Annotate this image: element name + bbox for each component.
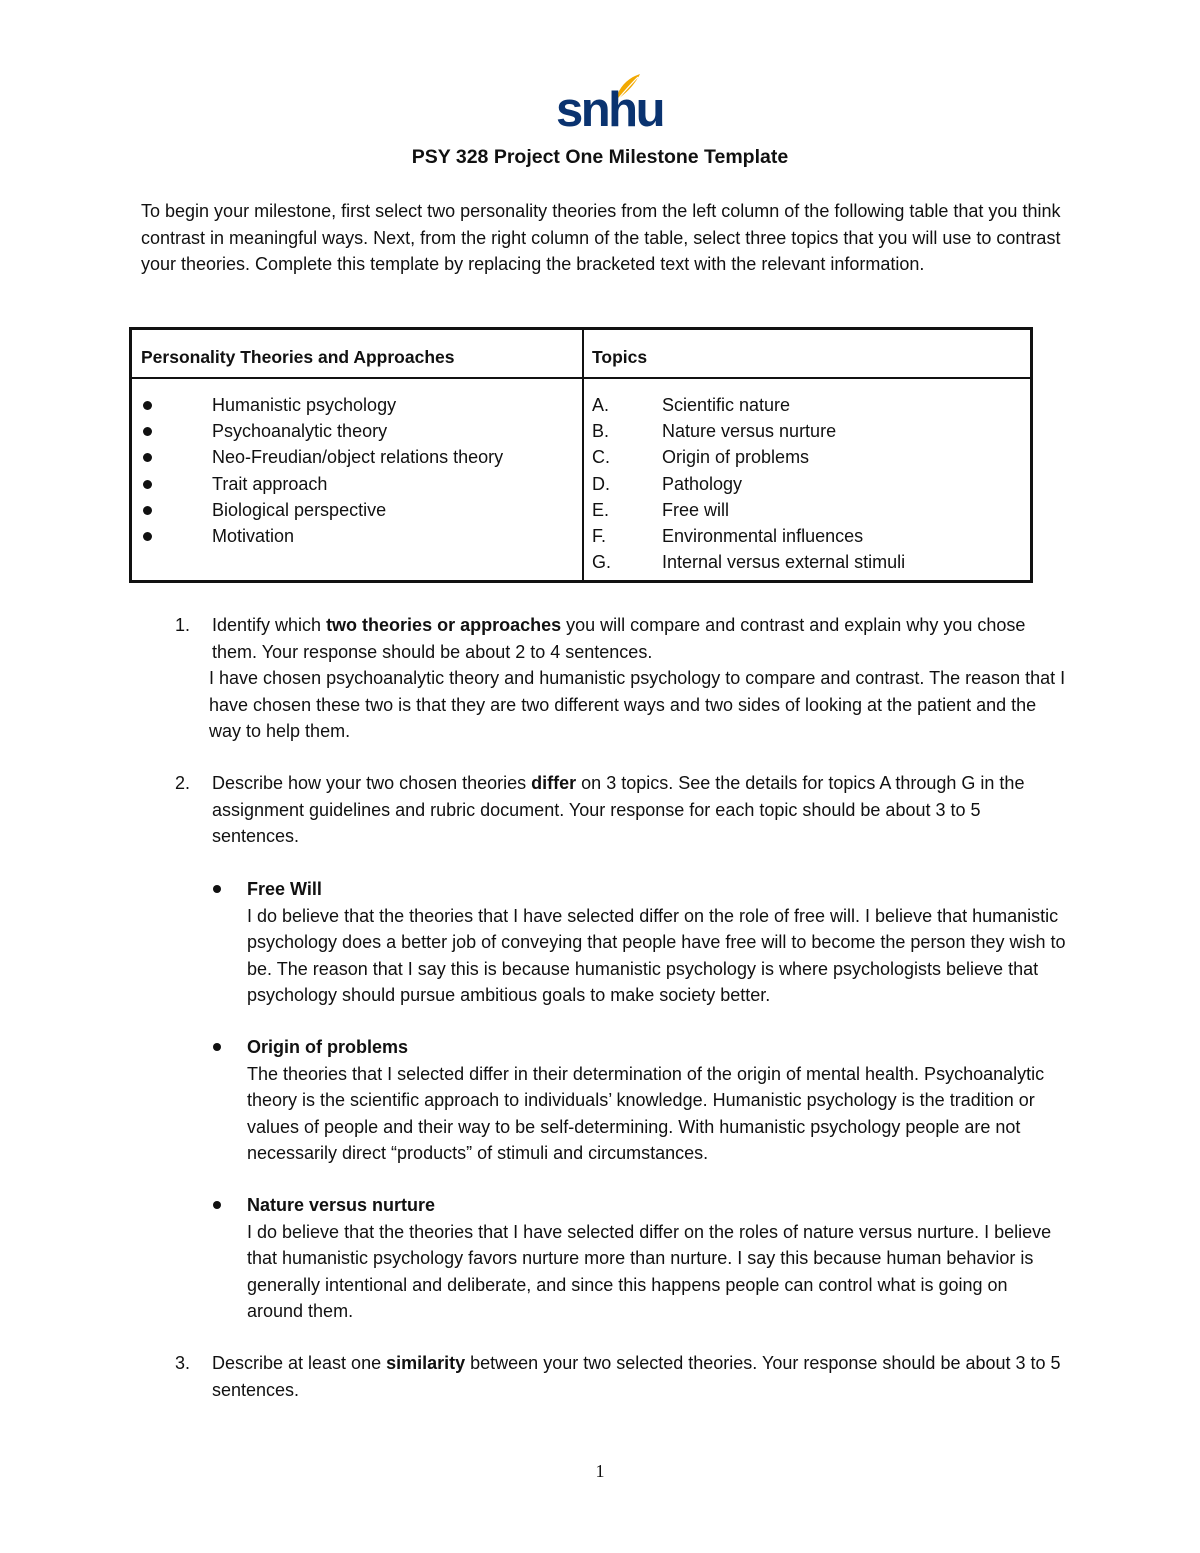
bullet-icon xyxy=(143,427,152,436)
question-text: Describe at least one similarity between your two selected theories. Your response should be about 3 to 5 sentences. xyxy=(212,1353,1061,1400)
bullet-icon xyxy=(213,885,221,893)
list-item: B. Nature versus nurture xyxy=(592,418,905,444)
theories-list xyxy=(141,392,503,549)
table-header-divider xyxy=(132,377,1030,379)
list-item: G. Internal versus external stimuli xyxy=(592,549,905,575)
list-item: C. Origin of problems xyxy=(592,444,905,470)
list-item: Psychoanalytic theory xyxy=(141,418,503,444)
topic-letter: E. xyxy=(592,499,610,520)
list-item: Humanistic psychology xyxy=(141,392,503,418)
list-item: A. Scientific nature xyxy=(592,392,905,418)
topics-list xyxy=(592,392,905,575)
topic-letter: F. xyxy=(592,525,607,546)
bullet-icon xyxy=(143,453,152,462)
topic-letter: A. xyxy=(592,395,610,415)
theories-topics-table xyxy=(129,327,1033,583)
bullet-icon xyxy=(143,480,152,489)
table-column-divider xyxy=(582,330,584,580)
question-number: 3. xyxy=(175,1353,191,1373)
question-text: Describe how your two chosen theories differ on 3 topics. See the details for topics A through G in the assignment guidelines and rubric document. Your response for each topic should be about 3 to 5 sentences. xyxy=(212,773,1025,846)
answer-text: I have chosen psychoanalytic theory and humanistic psychology to compare and contrast. The reason that I have chosen these two is that they are two different ways and two sides of looking at the patient and the way to help them. xyxy=(209,668,1066,741)
logo-text: snhu xyxy=(556,83,664,137)
bullet-icon xyxy=(213,1201,221,1209)
list-item: Motivation xyxy=(141,523,503,549)
list-item: D. Pathology xyxy=(592,471,905,497)
page-number: 1 xyxy=(595,1461,605,1481)
bullet-icon xyxy=(143,401,152,410)
topic-heading: Nature versus nurture xyxy=(247,1195,436,1215)
question-text: Identify which two theories or approaches you will compare and contrast and explain why you chose them. Your response should be about 2 to 4 sentences. xyxy=(212,615,1026,662)
topic-letter: D. xyxy=(592,473,610,494)
bullet-icon xyxy=(143,532,152,541)
topic-letter: B. xyxy=(592,421,610,442)
bullet-icon xyxy=(143,506,152,515)
table-header-theories: Personality Theories and Approaches xyxy=(141,347,455,367)
question-number: 1. xyxy=(175,615,191,635)
list-item: Biological perspective xyxy=(141,497,503,523)
table-header-topics: Topics xyxy=(592,347,648,367)
bullet-icon xyxy=(213,1043,221,1051)
topic-heading: Origin of problems xyxy=(247,1037,409,1057)
topic-heading: Free Will xyxy=(247,879,322,899)
list-item: Trait approach xyxy=(141,471,503,497)
topic-letter: C. xyxy=(592,447,610,468)
question-number: 2. xyxy=(175,773,191,793)
topic-body: I do believe that the theories that I have selected differ on the role of free will. I believe that humanistic psychology does a better job of conveying that people have free will to become the person they wish to be. The reason that I say this is because humanistic psychology is where psychologists believe that psychology should pursue ambitious goals to make society better. xyxy=(247,905,1066,1005)
topic-body: I do believe that the theories that I have selected differ on the roles of nature versus nurture. I believe that humanistic psychology favors nurture more than nurture. I say this because human behavior is generally intentional and deliberate, and since this happens people can control what is going on around them. xyxy=(247,1221,1052,1321)
topic-letter: G. xyxy=(592,552,612,573)
snhu-logo xyxy=(556,72,664,137)
intro-paragraph: To begin your milestone, first select two personality theories from the left column of the following table that you think contrast in meaningful ways. Next, from the right column of the table, select three topics that you will use to contrast your theories. Complete this template by replacing the bracketed text with the relevant information. xyxy=(141,201,1061,274)
list-item: F. Environmental influences xyxy=(592,523,905,549)
page-title: PSY 328 Project One Milestone Template xyxy=(411,146,789,168)
list-item: E. Free will xyxy=(592,497,905,523)
topic-body: The theories that I selected differ in their determination of the origin of mental health. Psychoanalytic theory is the scientific approach to individuals’ knowledge. Humanistic psychology is the tradition or values of people and their way to be self-determining. With humanistic psychology people are not necessarily direct “products” of stimuli and circumstances. xyxy=(247,1063,1045,1163)
list-item: Neo-Freudian/object relations theory xyxy=(141,444,503,470)
